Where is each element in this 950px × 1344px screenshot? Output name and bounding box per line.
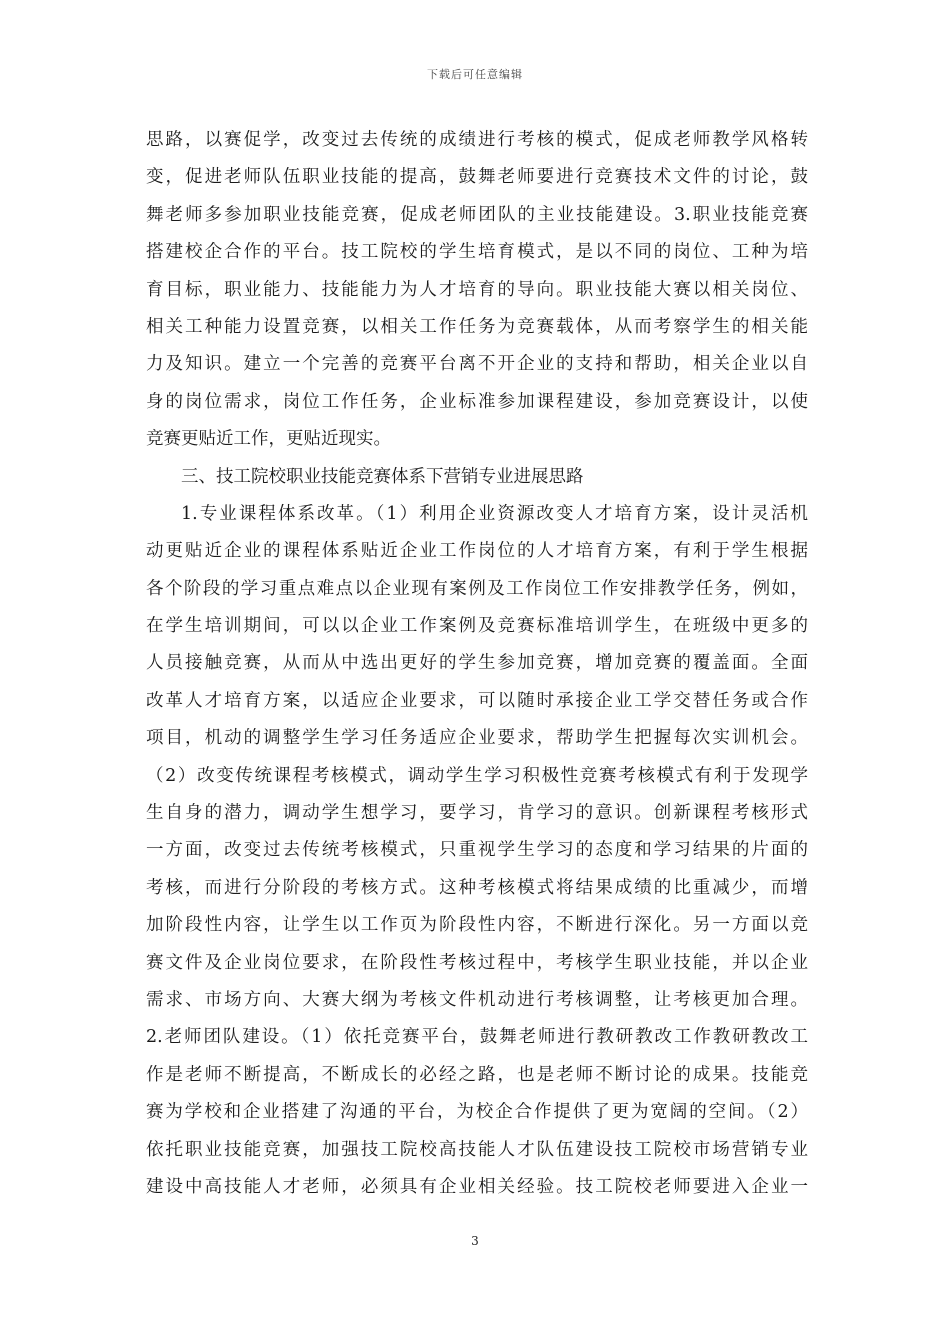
text-line: 赛为学校和企业搭建了沟通的平台，为校企合作提供了更为宽阔的空间。（2） bbox=[146, 1102, 808, 1123]
text-line: （2）改变传统课程考核模式，调动学生学习积极性竞赛考核模式有利于发现学 bbox=[146, 765, 808, 786]
text-line: 三、技工院校职业技能竞赛体系下营销专业进展思路 bbox=[181, 466, 584, 487]
text-line: 在学生培训期间，可以以企业工作案例及竞赛标准培训学生，在班级中更多的 bbox=[146, 616, 808, 637]
text-line: 建设中高技能人才老师，必须具有企业相关经验。技工院校老师要进入企业一 bbox=[146, 1176, 808, 1197]
text-line: 舞老师多参加职业技能竞赛，促成老师团队的主业技能建设。3.职业技能竞赛 bbox=[146, 204, 808, 225]
text-line: 育目标，职业能力、技能能力为人才培育的导向。职业技能大赛以相关岗位、 bbox=[146, 279, 808, 300]
text-line: 身的岗位需求，岗位工作任务，企业标准参加课程建设，参加竞赛设计，以使 bbox=[146, 391, 808, 412]
text-line: 一方面，改变过去传统考核模式，只重视学生学习的态度和学习结果的片面的 bbox=[146, 840, 808, 861]
text-line: 项目，机动的调整学生学习任务适应企业要求，帮助学生把握每次实训机会。 bbox=[146, 728, 808, 749]
text-line: 改革人才培育方案，以适应企业要求，可以随时承接企业工学交替任务或合作 bbox=[146, 690, 808, 711]
text-line: 考核，而进行分阶段的考核方式。这种考核模式将结果成绩的比重减少，而增 bbox=[146, 877, 808, 898]
text-line: 搭建校企合作的平台。技工院校的学生培育模式，是以不同的岗位、工种为培 bbox=[146, 242, 808, 263]
document-body bbox=[146, 122, 808, 1206]
text-line: 力及知识。建立一个完善的竞赛平台离不开企业的支持和帮助，相关企业以自 bbox=[146, 354, 808, 375]
page-header: 下载后可任意编辑 bbox=[427, 68, 523, 81]
text-line: 相关工种能力设置竞赛，以相关工作任务为竞赛载体，从而考察学生的相关能 bbox=[146, 316, 808, 337]
text-line: 竞赛更贴近工作，更贴近现实。 bbox=[146, 429, 391, 450]
text-line: 赛文件及企业岗位要求，在阶段性考核过程中，考核学生职业技能，并以企业 bbox=[146, 952, 808, 973]
text-line: 人员接触竞赛，从而从中选出更好的学生参加竞赛，增加竞赛的覆盖面。全面 bbox=[146, 653, 808, 674]
text-line: 生自身的潜力，调动学生想学习，要学习，肯学习的意识。创新课程考核形式 bbox=[146, 803, 808, 824]
page-number: 3 bbox=[471, 1234, 479, 1248]
text-line: 变，促进老师队伍职业技能的提高，鼓舞老师要进行竞赛技术文件的讨论，鼓 bbox=[146, 167, 808, 188]
text-line: 依托职业技能竞赛，加强技工院校高技能人才队伍建设技工院校市场营销专业 bbox=[146, 1139, 808, 1160]
text-line: 思路，以赛促学，改变过去传统的成绩进行考核的模式，促成老师教学风格转 bbox=[146, 130, 808, 150]
text-line: 动更贴近企业的课程体系贴近企业工作岗位的人才培育方案，有利于学生根据 bbox=[146, 541, 808, 562]
text-line: 2.老师团队建设。（1）依托竞赛平台，鼓舞老师进行教研教改工作教研教改工 bbox=[146, 1027, 808, 1048]
text-line: 需求、市场方向、大赛大纲为考核文件机动进行考核调整，让考核更加合理。 bbox=[146, 989, 808, 1010]
text-line: 各个阶段的学习重点难点以企业现有案例及工作岗位工作安排教学任务，例如， bbox=[146, 578, 808, 599]
text-line: 1.专业课程体系改革。（1）利用企业资源改变人才培育方案，设计灵活机 bbox=[181, 503, 808, 524]
text-line: 加阶段性内容，让学生以工作页为阶段性内容，不断进行深化。另一方面以竞 bbox=[146, 915, 808, 936]
text-line: 作是老师不断提高，不断成长的必经之路，也是老师不断讨论的成果。技能竞 bbox=[146, 1064, 808, 1085]
